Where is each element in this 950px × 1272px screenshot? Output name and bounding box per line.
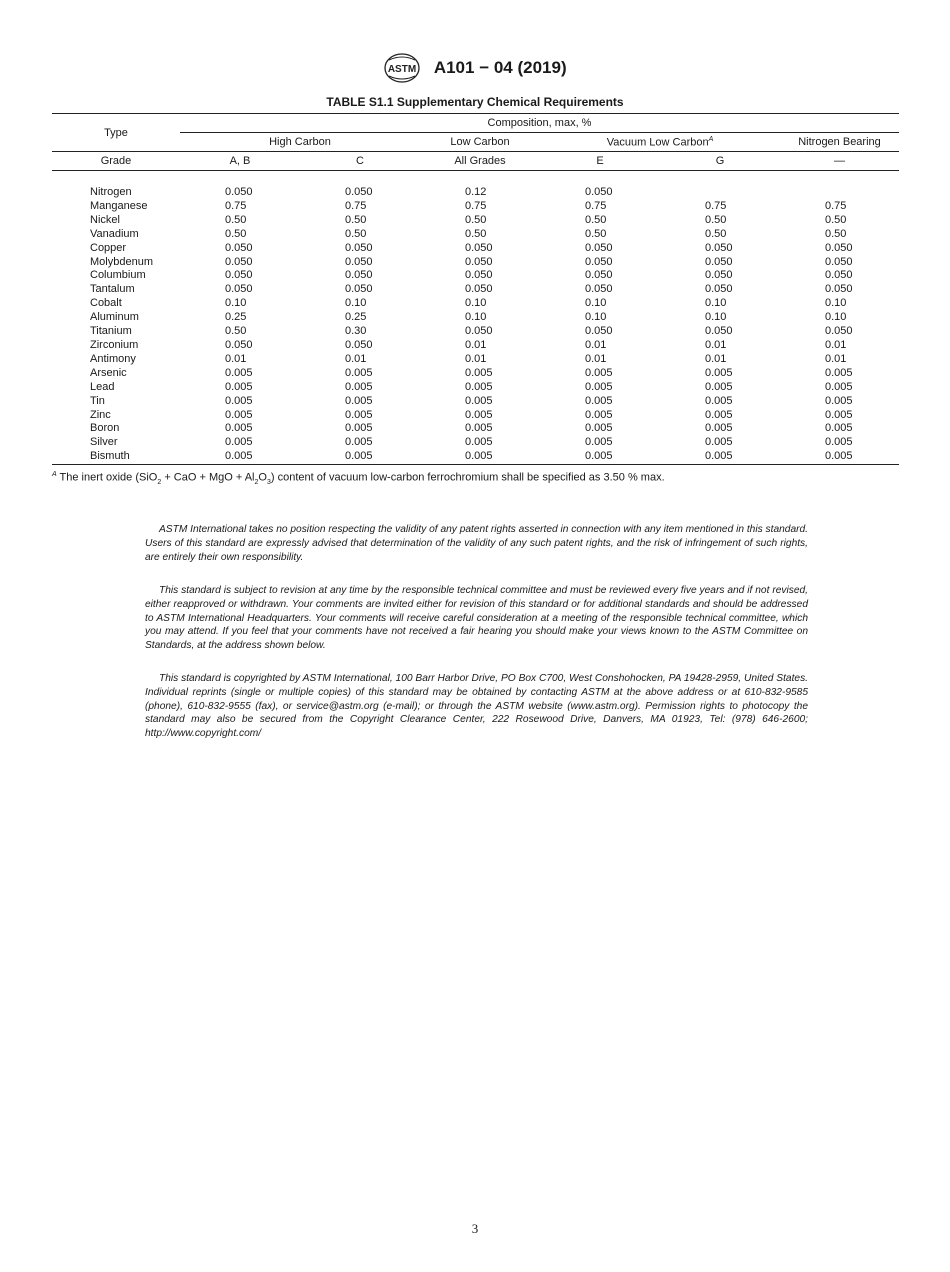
vacuum-low-carbon-header: Vacuum Low Carbon$^A$ [540,133,780,152]
value-cell: 0.050 [225,255,253,268]
value-cell: 0.005 [825,394,853,407]
value-cell: 0.005 [705,436,733,449]
value-cell: 0.10 [465,297,487,310]
element-name: Zinc [90,408,111,421]
value-cell [660,186,780,200]
value-cell: 0.005 [420,450,540,464]
value-cell: 0.005 [465,436,493,449]
table-row [52,228,899,242]
value-cell: 0.005 [225,394,253,407]
svg-text:ASTM: ASTM [388,64,417,75]
element-name: Silver [90,436,118,449]
value-cell: 0.005 [825,436,853,449]
table-row [52,311,899,325]
value-cell: 0.005 [465,422,493,435]
value-cell: 0.10 [705,311,727,324]
page-header [0,52,950,84]
chemical-requirements-table [52,113,899,465]
value-cell: 0.005 [345,366,373,379]
value-cell: 0.050 [225,269,253,282]
value-cell: 0.10 [825,297,847,310]
value-cell: 0.005 [585,380,613,393]
value-cell: 0.75 [225,199,247,212]
value-cell: 0.050 [705,241,733,254]
value-cell: 0.01 [585,338,607,351]
value-cell: 0.050 [825,283,853,296]
value-cell: 0.005 [660,450,780,464]
value-cell: 0.005 [780,450,899,464]
value-cell: 0.75 [825,199,847,212]
copyright-notice: This standard is copyrighted by ASTM International, 100 Barr Harbor Drive, PO Box C700, West Conshohocken, PA 19428-2959, United States. Individual reprints (single or multiple copies) of this standard may be obtained by contacting ASTM at the above address or at 610-832-9585 (phone), 610-832-9555 (fax), or service@astm.org (e-mail); or through the ASTM website (www.astm.org). Permission rights to photocopy the standard may also be secured from the Copyright Clearance Center, 222 Rosewood Drive, Danvers, MA 01923, Tel: (978) 646-2600; http://www.copyright.com/ [145,673,808,740]
value-cell: 0.50 [225,227,247,240]
table-row [52,395,899,409]
table-row [52,353,899,367]
value-cell: 0.050 [465,255,493,268]
value-cell: 0.25 [345,311,367,324]
value-cell: 0.005 [825,366,853,379]
value-cell: 0.01 [345,352,367,365]
element-name: Nickel [90,213,120,226]
table-row [52,436,899,450]
value-cell: 0.050 [585,325,613,338]
value-cell: 0.50 [825,213,847,226]
value-cell: 0.005 [585,422,613,435]
value-cell: 0.050 [225,186,253,198]
table-row [52,186,899,200]
value-cell: 0.005 [465,380,493,393]
value-cell: 0.30 [345,325,367,338]
element-name: Antimony [90,352,136,365]
grade-header: — [780,152,899,171]
table-row [52,256,899,270]
value-cell: 0.005 [345,408,373,421]
value-cell: 0.005 [225,380,253,393]
value-cell: 0.050 [465,269,493,282]
table-row [52,269,899,283]
value-cell: 0.50 [345,213,367,226]
value-cell: 0.01 [825,352,847,365]
value-cell: 0.10 [225,297,247,310]
value-cell: 0.005 [825,408,853,421]
value-cell: 0.005 [225,408,253,421]
value-cell: 0.25 [225,311,247,324]
value-cell: 0.050 [825,325,853,338]
value-cell: 0.50 [465,227,487,240]
element-name: Columbium [90,269,146,282]
value-cell: 0.005 [225,366,253,379]
value-cell: 0.005 [705,422,733,435]
table-row [52,297,899,311]
element-name: Vanadium [90,227,139,240]
value-cell: 0.050 [345,338,373,351]
value-cell: 0.75 [345,199,367,212]
value-cell: 0.050 [345,283,373,296]
value-cell: 0.01 [225,352,247,365]
grade-header: A, B [180,152,300,171]
grade-header: C [300,152,420,171]
value-cell: 0.050 [465,325,493,338]
value-cell: 0.050 [345,186,373,198]
value-cell: 0.10 [705,297,727,310]
element-name: Lead [90,380,115,393]
value-cell: 0.005 [345,436,373,449]
value-cell: 0.005 [585,436,613,449]
value-cell: 0.10 [585,297,607,310]
value-cell: 0.50 [705,213,727,226]
value-cell: 0.50 [225,325,247,338]
table-row [52,283,899,297]
table-row [52,422,899,436]
value-cell: 0.50 [225,213,247,226]
nitrogen-bearing-header: Nitrogen Bearing [780,133,899,152]
value-cell: 0.050 [585,269,613,282]
value-cell: 0.050 [825,241,853,254]
table-row [52,200,899,214]
table-row [52,339,899,353]
element-name: Bismuth [52,450,180,464]
value-cell: 0.005 [300,450,420,464]
value-cell: 0.050 [585,283,613,296]
value-cell: 0.005 [345,422,373,435]
value-cell: 0.10 [585,311,607,324]
value-cell: 0.50 [585,227,607,240]
value-cell: 0.75 [585,199,607,212]
value-cell: 0.005 [825,380,853,393]
value-cell: 0.050 [585,186,613,198]
document-designation: A101 − 04 (2019) [433,58,567,77]
value-cell: 0.12 [465,186,487,198]
value-cell: 0.005 [705,394,733,407]
footnote-marker: A [708,135,714,143]
value-cell: 0.050 [705,269,733,282]
element-name: Tin [90,394,105,407]
value-cell: 0.005 [585,366,613,379]
table-row [52,367,899,381]
table-row [52,242,899,256]
element-name: Titanium [90,325,132,338]
table-title: TABLE S1.1 Supplementary Chemical Requirements [326,95,624,109]
value-cell: 0.050 [225,283,253,296]
value-cell: 0.50 [825,227,847,240]
value-cell: 0.005 [345,380,373,393]
value-cell: 0.005 [345,394,373,407]
element-name: Aluminum [90,311,139,324]
value-cell: 0.005 [825,422,853,435]
revision-notice: This standard is subject to revision at any time by the responsible technical committee and must be reviewed every five years and if not revised, either reapproved or withdrawn. Your comments are invited either for revision of this standard or for additional standards and should be addressed to ASTM International Headquarters. Your comments will receive careful consideration at a meeting of the responsible technical committee, which you may attend. If you feel that your comments have not received a fair hearing you should make your views known to the ASTM Committee on Standards, at the address shown below. [145,585,808,652]
grade-header: G [660,152,780,171]
value-cell: 0.050 [825,269,853,282]
table-footnote: $^A$ The inert oxide (SiO$_2$ + CaO + MgO + $Al_2O_3$) content of vacuum low-carbon ferrochromium shall be specified as 3.50 % max. [52,471,665,486]
value-cell: 0.050 [585,241,613,254]
element-name: Tantalum [90,283,135,296]
value-cell: 0.10 [825,311,847,324]
value-cell: 0.005 [225,422,253,435]
value-cell: 0.005 [180,450,300,464]
value-cell: 0.10 [465,311,487,324]
value-cell: 0.050 [705,255,733,268]
value-cell: 0.01 [585,352,607,365]
high-carbon-header: High Carbon [180,133,420,152]
patent-notice: ASTM International takes no position respecting the validity of any patent rights asserted in connection with any item mentioned in this standard. Users of this standard are expressly advised that determination of the validity of any such patent rights, and the risk of infringement of such rights, are entirely their own responsibility. [145,524,808,563]
value-cell: 0.01 [465,338,487,351]
value-cell: 0.01 [705,338,727,351]
value-cell: 0.75 [465,199,487,212]
value-cell: 0.050 [225,241,253,254]
value-cell: 0.050 [465,283,493,296]
value-cell: 0.01 [825,338,847,351]
composition-header: Composition, max, % [180,114,899,133]
value-cell: 0.050 [585,255,613,268]
value-cell: 0.005 [705,366,733,379]
value-cell: 0.005 [465,366,493,379]
value-cell: 0.10 [345,297,367,310]
value-cell: 0.005 [225,436,253,449]
value-cell: 0.050 [345,269,373,282]
value-cell: 0.005 [465,408,493,421]
value-cell: 0.50 [585,213,607,226]
value-cell: 0.005 [540,450,660,464]
value-cell: 0.005 [705,408,733,421]
grade-header: E [540,152,660,171]
grade-label: Grade [52,152,180,171]
element-name: Manganese [90,199,148,212]
value-cell: 0.005 [705,380,733,393]
table-row [52,325,899,339]
table-row [52,381,899,395]
element-name: Zirconium [90,338,139,351]
value-cell: 0.050 [225,338,253,351]
astm-logo-icon [383,52,421,84]
grade-header: All Grades [420,152,540,171]
value-cell [780,186,899,200]
element-name: Boron [90,422,120,435]
value-cell: 0.50 [345,227,367,240]
low-carbon-header: Low Carbon [420,133,540,152]
page-number: 3 [471,1221,479,1236]
value-cell: 0.005 [465,394,493,407]
value-cell: 0.050 [705,283,733,296]
value-cell: 0.050 [345,255,373,268]
value-cell: 0.050 [825,255,853,268]
value-cell: 0.01 [465,352,487,365]
element-name: Nitrogen [90,186,132,198]
value-cell: 0.050 [465,241,493,254]
value-cell: 0.005 [585,408,613,421]
table-row [52,214,899,228]
value-cell: 0.050 [345,241,373,254]
value-cell: 0.50 [465,213,487,226]
table-row [52,450,899,464]
type-header: Type [52,114,180,152]
value-cell: 0.01 [705,352,727,365]
value-cell: 0.50 [705,227,727,240]
element-name: Molybdenum [90,255,153,268]
table-row [52,409,899,423]
element-name: Cobalt [90,297,122,310]
element-name: Arsenic [90,366,127,379]
value-cell: 0.005 [585,394,613,407]
value-cell: 0.75 [705,199,727,212]
element-name: Copper [90,241,127,254]
value-cell: 0.050 [705,325,733,338]
